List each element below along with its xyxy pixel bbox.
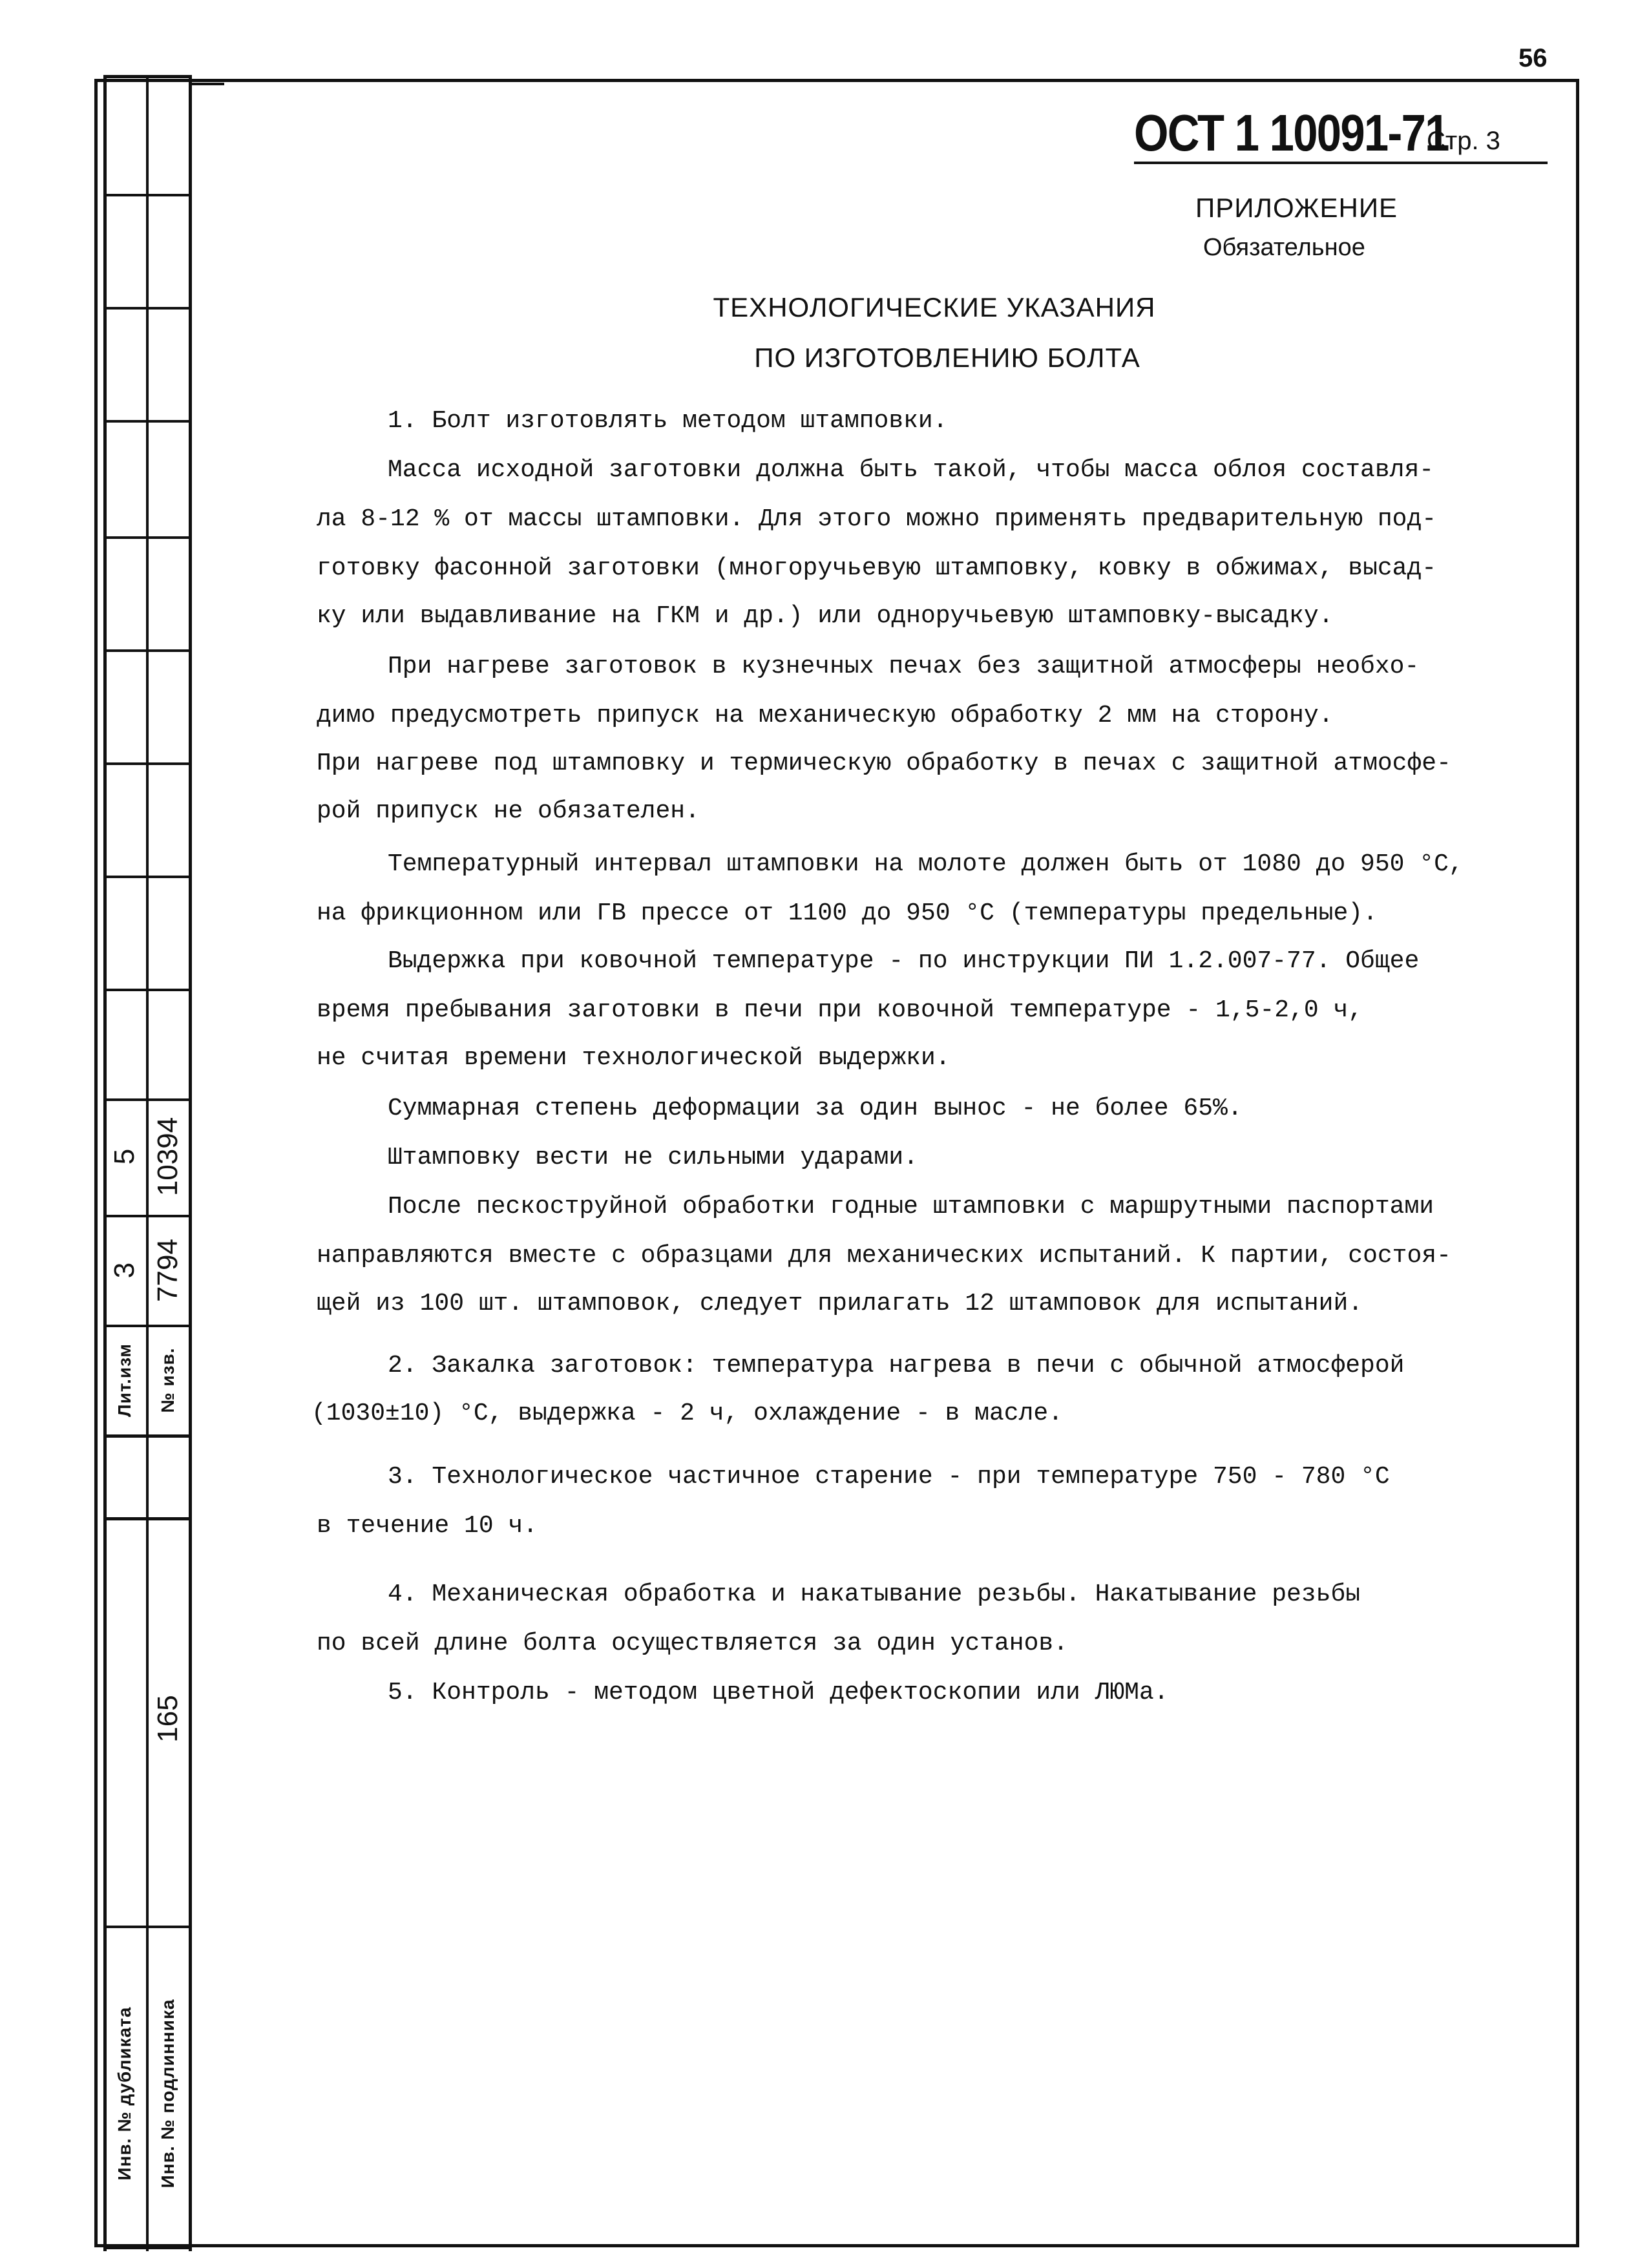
body-line: 4. Механическая обработка и накатывание резьбы. Накатывание резьбы: [388, 1580, 1361, 1608]
stamp-inv-podlinnika-value: 165: [152, 1695, 184, 1743]
stamp-izv-value-2: 10394: [152, 1117, 184, 1197]
stamp-top-tick: [192, 83, 224, 85]
body-line: При нагреве заготовок в кузнечных печах без защитной атмосферы необхо-: [388, 653, 1420, 680]
stamp-top-border: [103, 75, 192, 78]
body-line: После пескоструйной обработки годные штамповки с маршрутными паспортами: [388, 1193, 1434, 1221]
body-line: Масса исходной заготовки должна быть такой, чтобы масса облоя составля-: [388, 456, 1434, 484]
body-line: Штамповку вести не сильными ударами.: [388, 1144, 918, 1171]
document-code: ОСТ 1 10091-71: [1134, 104, 1449, 162]
doc-title-line-2: ПО ИЗГОТОВЛЕНИЮ БОЛТА: [754, 342, 1140, 373]
body-line: ку или выдавливание на ГКМ и др.) или одноручьевую штамповку-высадку.: [317, 602, 1334, 630]
stamp-row-line: [103, 1098, 192, 1101]
body-line: Суммарная степень деформации за один вынос - не более 65%.: [388, 1095, 1243, 1122]
body-line: При нагреве под штамповку и термическую обработку в печах с защитной атмосфе-: [317, 750, 1451, 777]
body-line: рой припуск не обязателен.: [317, 797, 700, 825]
body-line: 1. Болт изготовлять методом штамповки.: [388, 407, 948, 435]
page-reference: Стр. 3: [1427, 127, 1500, 155]
stamp-row-line: [103, 762, 192, 765]
stamp-row-line: [103, 194, 192, 196]
appendix-title: ПРИЛОЖЕНИЕ: [1195, 193, 1398, 223]
stamp-row-line: [103, 876, 192, 878]
body-line: димо предусмотреть припуск на механическую обработку 2 мм на сторону.: [317, 702, 1334, 730]
stamp-izv-value-1: 7794: [152, 1239, 184, 1302]
header-underline: [1134, 162, 1548, 164]
stamp-row-line: [103, 420, 192, 423]
body-line: ла 8-12 % от массы штамповки. Для этого можно применять предварительную под-: [317, 505, 1437, 533]
body-line: по всей длине болта осуществляется за один установ.: [317, 1630, 1068, 1657]
stamp-row-line: [103, 1215, 192, 1217]
stamp-row-line: [103, 1434, 192, 1438]
stamp-row-line: [103, 1926, 192, 1928]
body-line: (1030±10) °С, выдержка - 2 ч, охлаждение - в масле.: [311, 1400, 1063, 1427]
doc-title-line-1: ТЕХНОЛОГИЧЕСКИЕ УКАЗАНИЯ: [713, 292, 1156, 322]
body-line: Выдержка при ковочной температуре - по инструкции ПИ 1.2.007-77. Общее: [388, 947, 1420, 975]
appendix-subtitle: Обязательное: [1203, 234, 1365, 261]
stamp-no-izv-label: № изв.: [158, 1347, 178, 1413]
stamp-row-line: [103, 989, 192, 991]
body-line: в течение 10 ч.: [317, 1512, 538, 1540]
stamp-row-line: [103, 1325, 192, 1327]
stamp-left-border: [103, 75, 107, 2251]
stamp-row-line: [103, 536, 192, 539]
stamp-inv-podlinnika-label: Инв. № подлинника: [158, 1999, 178, 2189]
body-line: время пребывания заготовки в печи при ковочной температуре - 1,5-2,0 ч,: [317, 996, 1363, 1024]
body-line: не считая времени технологической выдержки.: [317, 1044, 951, 1072]
body-line: Температурный интервал штамповки на молоте должен быть от 1080 до 950 °С,: [388, 850, 1464, 878]
stamp-divider: [146, 75, 149, 2251]
stamp-right-border: [189, 75, 192, 2251]
body-line: щей из 100 шт. штамповок, следует прилагать 12 штамповок для испытаний.: [317, 1290, 1363, 1318]
stamp-bottom-border: [103, 2246, 192, 2249]
stamp-izm-value-1: 3: [109, 1262, 140, 1279]
body-line: 5. Контроль - методом цветной дефектоскопии или ЛЮМа.: [388, 1679, 1169, 1706]
stamp-izm-value-2: 5: [109, 1148, 140, 1165]
body-line: направляются вместе с образцами для механических испытаний. К партии, состоя-: [317, 1242, 1451, 1270]
stamp-lit-izm-label: Лит.изм: [114, 1343, 134, 1418]
stamp-row-line: [103, 649, 192, 652]
body-line: на фрикционном или ГВ прессе от 1100 до 950 °С (температуры предельные).: [317, 899, 1378, 927]
body-line: 2. Закалка заготовок: температура нагрева в печи с обычной атмосферой: [388, 1352, 1405, 1380]
body-line: 3. Технологическое частичное старение - при температуре 750 - 780 °С: [388, 1463, 1390, 1491]
page-number: 56: [1518, 44, 1548, 72]
stamp-block-gap-top: [103, 1517, 192, 1520]
stamp-inv-dublikata-label: Инв. № дубликата: [114, 2006, 134, 2181]
body-line: готовку фасонной заготовки (многоручьевую штамповку, ковку в обжимах, высад-: [317, 554, 1437, 582]
